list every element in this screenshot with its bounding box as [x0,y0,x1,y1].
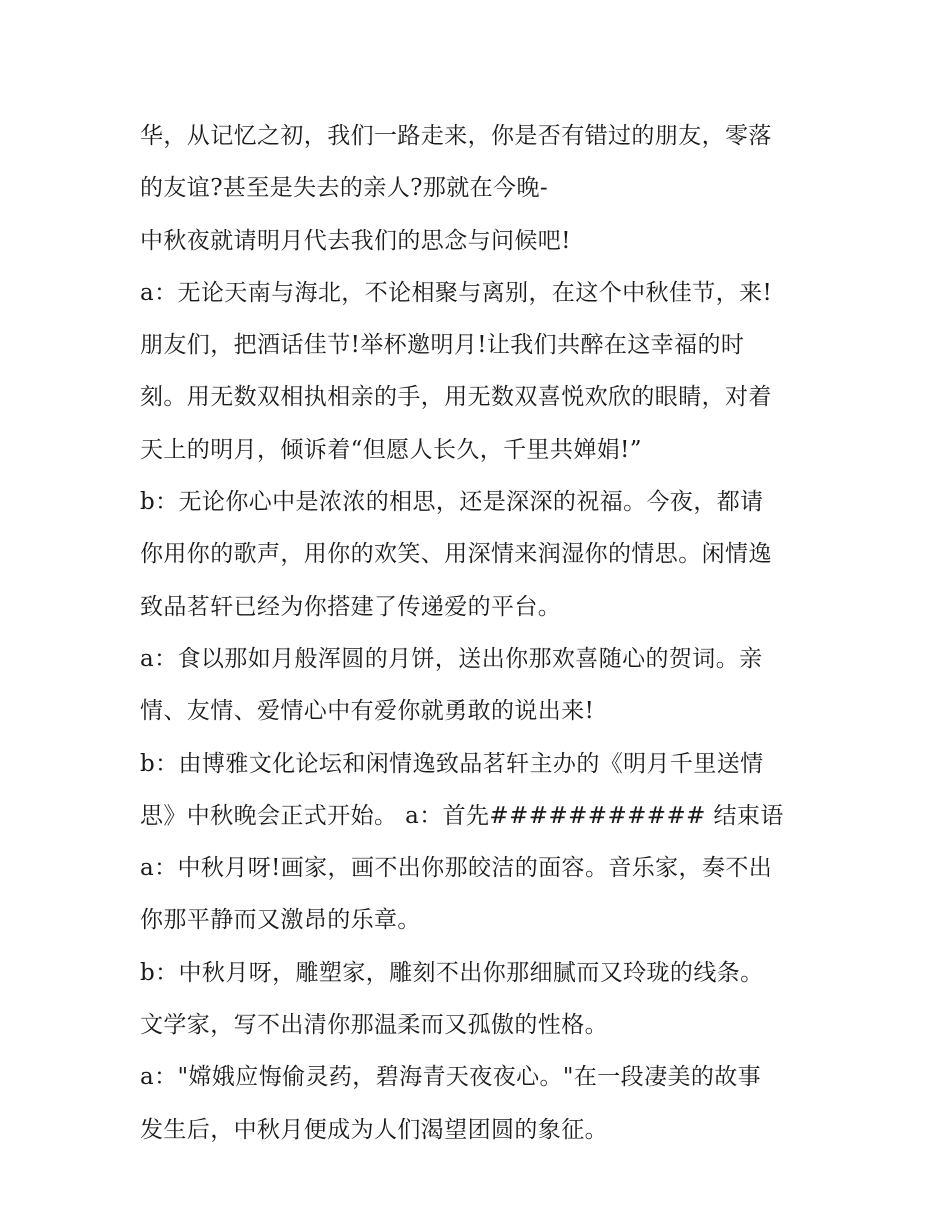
text-line: 你用你的歌声，用你的欢笑、用深情来润湿你的情思。闲情逸 [140,541,772,568]
text-line: b：由博雅文化论坛和闲情逸致品茗轩主办的《明月千里送情 [140,750,764,777]
text-line: a："嫦娥应悔偷灵药，碧海青天夜夜心。"在一段凄美的故事 [140,1064,762,1091]
text-line: a：食以那如月般浑圆的月饼，送出你那欢喜随心的贺词。亲 [140,645,763,672]
text-line: b：无论你心中是浓浓的相思，还是深深的祝福。今夜，都请 [140,489,764,516]
text-line: 你那平静而又激昂的乐章。 [140,907,421,934]
text-line: a：中秋月呀!画家，画不出你那皎洁的面容。音乐家，奏不出 [140,855,773,882]
text-line: 华，从记忆之初，我们一路走来，你是否有错过的朋友，零落 [140,123,772,149]
text-line: 发生后，中秋月便成为人们渴望团圆的象征。 [140,1116,608,1143]
text-line: 思》中秋晚会正式开始。 a：首先########### 结束语 [140,802,784,829]
text-line: 朋友们，把酒话佳节!举杯邀明月!让我们共醉在这幸福的时 [140,332,745,359]
text-line: 的友谊?甚至是失去的亲人?那就在今晚- [140,175,549,202]
text-line: 刻。用无数双相执相亲的手，用无数双喜悦欢欣的眼睛，对着 [140,384,772,411]
text-line: a：无论天南与海北，不论相聚与离别，在这个中秋佳节，来! [140,279,773,306]
text-line: 文学家，写不出清你那温柔而又孤傲的性格。 [140,1012,608,1039]
text-line: 情、友情、爱情心中有爱你就勇敢的说出来! [140,698,595,725]
body-text [140,110,830,1156]
text-line: 天上的明月，倾诉着“但愿人长久，千里共婵娟!” [140,436,642,463]
text-line: 致品茗轩已经为你搭建了传递爱的平台。 [140,593,562,620]
text-line: 中秋夜就请明月代去我们的思念与问候吧! [140,227,571,254]
text-line: b：中秋月呀，雕塑家，雕刻不出你那细腻而又玲珑的线条。 [140,959,764,986]
